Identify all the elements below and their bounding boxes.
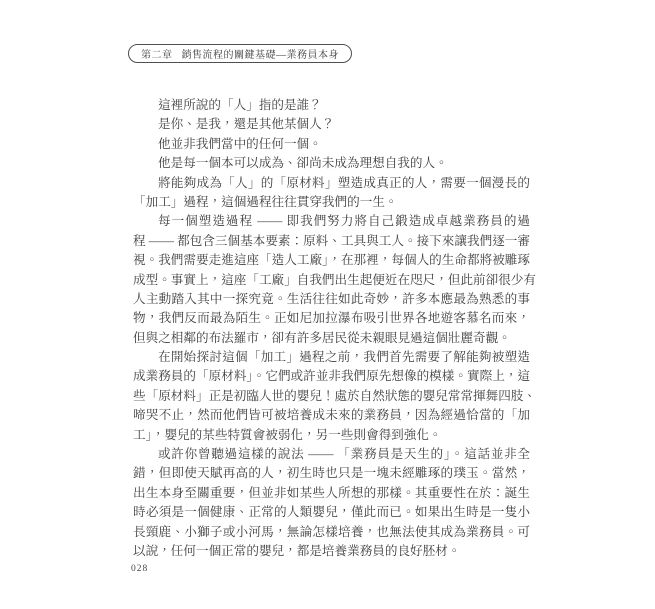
text-line: 但與之相鄰的布法羅市，卻有許多居民從未親眼見過這個壯麗奇觀。 [133,330,511,345]
page-number: 028 [131,564,149,574]
text-line: 工」，嬰兒的某些特質會被弱化，另一些則會得到強化。 [133,427,442,442]
text-line: 以說，任何一個正常的嬰兒，都是培養業務員的良好胚材。 [133,543,461,558]
text-line: 啼哭不止，然而他們皆可被培養成未來的業務員，因為經過恰當的「加 [133,408,530,423]
text-line: 「加工」過程，這個過程往往貫穿我們的一生。 [133,194,398,209]
text-line: 時必須是一個健康、正常的人類嬰兒，僅此而已。如果出生時是一隻小 [133,505,530,520]
text-line: 程 —— 都包含三個基本要素：原料、工具與工人。接下來讓我們逐一審 [133,233,530,248]
text-line: 每一個塑造過程 —— 即我們努力將自己鍛造成卓越業務員的過 [158,214,530,229]
text-line: 將能夠成為「人」的「原材料」塑造成真正的人，需要一個漫長的 [158,175,530,190]
text-line: 些「原材料」正是初臨人世的嬰兒！處於自然狀態的嬰兒常常揮舞四肢、 [133,388,536,403]
text-line: 是你、是我，還是其他某個人？ [158,117,335,132]
text-line: 物，我們反而最為陌生。正如尼加拉瀑布吸引世界各地遊客慕名而來， [133,311,530,326]
text-line: 長頸鹿、小獅子或小河馬，無論怎樣培養，也無法使其成為業務員。可 [133,524,530,539]
text-line: 或許你曾聽過這樣的說法 —— 「業務員是天生的」。這話並非全 [158,447,530,462]
chapter-title: 銷售流程的關鍵基礎—業務員本身 [181,50,339,61]
text-line: 這裡所說的「人」指的是誰？ [158,98,322,112]
text-line: 錯，但即使天賦再高的人，初生時也只是一塊未經雕琢的璞玉。當然， [133,466,530,481]
text-line: 在開始探討這個「加工」過程之前，我們首先需要了解能夠被塑造 [158,350,530,365]
text-line: 成業務員的「原材料」。它們或許並非我們原先想像的模樣。實際上，這 [133,369,530,384]
text-line: 他是每一個本可以成為、卻尚未成為理想自我的人。 [158,156,448,171]
chapter-number: 第二章 [141,50,173,61]
text-line: 出生本身至關重要，但並非如某些人所想的那樣。其重要性在於：誕生 [133,485,530,500]
text-line: 他並非我們當中的任何一個。 [158,136,322,151]
body-text [133,96,536,561]
chapter-header-pill [128,44,352,63]
text-line: 人主動踏入其中一探究竟。生活往往如此奇妙，許多本應最為熟悉的事 [133,291,530,306]
text-line: 成型。事實上，這座「工廠」自我們出生起便近在咫尺，但此前卻很少有 [133,272,536,287]
text-line: 視。我們需要走進這座「造人工廠」，在那裡，每個人的生命都將被雕琢 [133,253,530,268]
